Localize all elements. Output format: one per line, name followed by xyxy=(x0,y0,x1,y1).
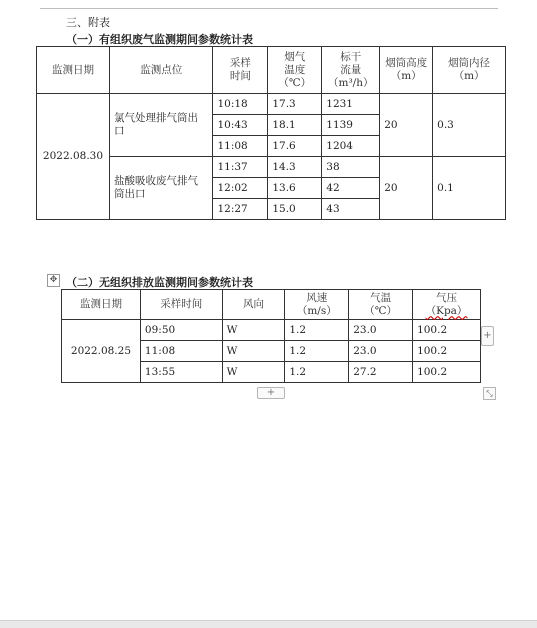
cell-time: 11:37 xyxy=(213,157,268,178)
table-move-icon[interactable]: ✥ xyxy=(47,274,60,287)
cell-time: 12:02 xyxy=(213,178,268,199)
table-row xyxy=(37,94,506,115)
header-time: 采样时间 xyxy=(140,290,222,320)
add-row-icon[interactable]: + xyxy=(257,387,285,399)
table-fugitive-emission[interactable] xyxy=(61,289,481,383)
table1-title: （一）有组织废气监测期间参数统计表 xyxy=(66,33,253,46)
cell-temp: 18.1 xyxy=(268,115,322,136)
header-wind-direction: 风向 xyxy=(222,290,285,320)
table2-header-row xyxy=(62,290,481,320)
header-air-temp: 气温 （℃） xyxy=(349,290,413,320)
cell-time: 10:43 xyxy=(213,115,268,136)
cell-air-temp: 23.0 xyxy=(349,341,413,362)
header-wind-speed: 风速 （m/s） xyxy=(285,290,349,320)
table2-title: （二）无组织排放监测期间参数统计表 xyxy=(66,276,253,289)
cell-height: 20 xyxy=(380,157,433,220)
cell-flow: 1231 xyxy=(322,94,380,115)
table-row xyxy=(62,320,481,341)
cell-wind-direction: W xyxy=(222,362,285,383)
cell-temp: 15.0 xyxy=(268,199,322,220)
cell-temp: 13.6 xyxy=(268,178,322,199)
cell-wind-speed: 1.2 xyxy=(285,320,349,341)
section-heading: 三、附表 xyxy=(66,16,110,29)
cell-flow: 43 xyxy=(322,199,380,220)
cell-time: 13:55 xyxy=(140,362,222,383)
cell-air-temp: 23.0 xyxy=(349,320,413,341)
cell-time: 09:50 xyxy=(140,320,222,341)
header-temp: 烟气 温度 （℃） xyxy=(268,47,322,94)
cell-temp: 17.6 xyxy=(268,136,322,157)
cell-wind-speed: 1.2 xyxy=(285,341,349,362)
cell-flow: 1204 xyxy=(322,136,380,157)
cell-pressure: 100.2 xyxy=(413,341,481,362)
header-point: 监测点位 xyxy=(109,47,212,94)
cell-date: 2022.08.25 xyxy=(62,320,141,383)
cell-date: 2022.08.30 xyxy=(37,94,110,220)
cell-wind-direction: W xyxy=(222,320,285,341)
table-resize-icon[interactable]: ⤡ xyxy=(483,387,496,400)
cell-wind-direction: W xyxy=(222,341,285,362)
cell-pressure: 100.2 xyxy=(413,362,481,383)
header-flow: 标干 流量 （m³/h） xyxy=(322,47,380,94)
cell-temp: 17.3 xyxy=(268,94,322,115)
header-time: 采样 时间 xyxy=(213,47,268,94)
cell-time: 11:08 xyxy=(140,341,222,362)
cell-point: 氯气处理排气筒出 口 xyxy=(109,94,212,157)
cell-pressure: 100.2 xyxy=(413,320,481,341)
cell-wind-speed: 1.2 xyxy=(285,362,349,383)
cell-time: 11:08 xyxy=(213,136,268,157)
cell-diameter: 0.1 xyxy=(433,157,506,220)
header-height: 烟筒高度 （m） xyxy=(380,47,433,94)
cell-time: 10:18 xyxy=(213,94,268,115)
header-date: 监测日期 xyxy=(62,290,141,320)
cell-flow: 38 xyxy=(322,157,380,178)
cell-point: 盐酸吸收废气排气 筒出口 xyxy=(109,157,212,220)
add-column-icon[interactable]: + xyxy=(481,326,494,346)
table1-header-row xyxy=(37,47,506,94)
header-pressure: 气压 （Kpa） xyxy=(413,290,481,320)
cell-air-temp: 27.2 xyxy=(349,362,413,383)
cell-temp: 14.3 xyxy=(268,157,322,178)
cell-time: 12:27 xyxy=(213,199,268,220)
cell-flow: 42 xyxy=(322,178,380,199)
header-date: 监测日期 xyxy=(37,47,110,94)
cell-diameter: 0.3 xyxy=(433,94,506,157)
cell-height: 20 xyxy=(380,94,433,157)
cell-flow: 1139 xyxy=(322,115,380,136)
table-organized-emission[interactable] xyxy=(36,46,506,220)
page-header-line xyxy=(40,8,498,9)
header-diameter: 烟筒内径 （m） xyxy=(433,47,506,94)
